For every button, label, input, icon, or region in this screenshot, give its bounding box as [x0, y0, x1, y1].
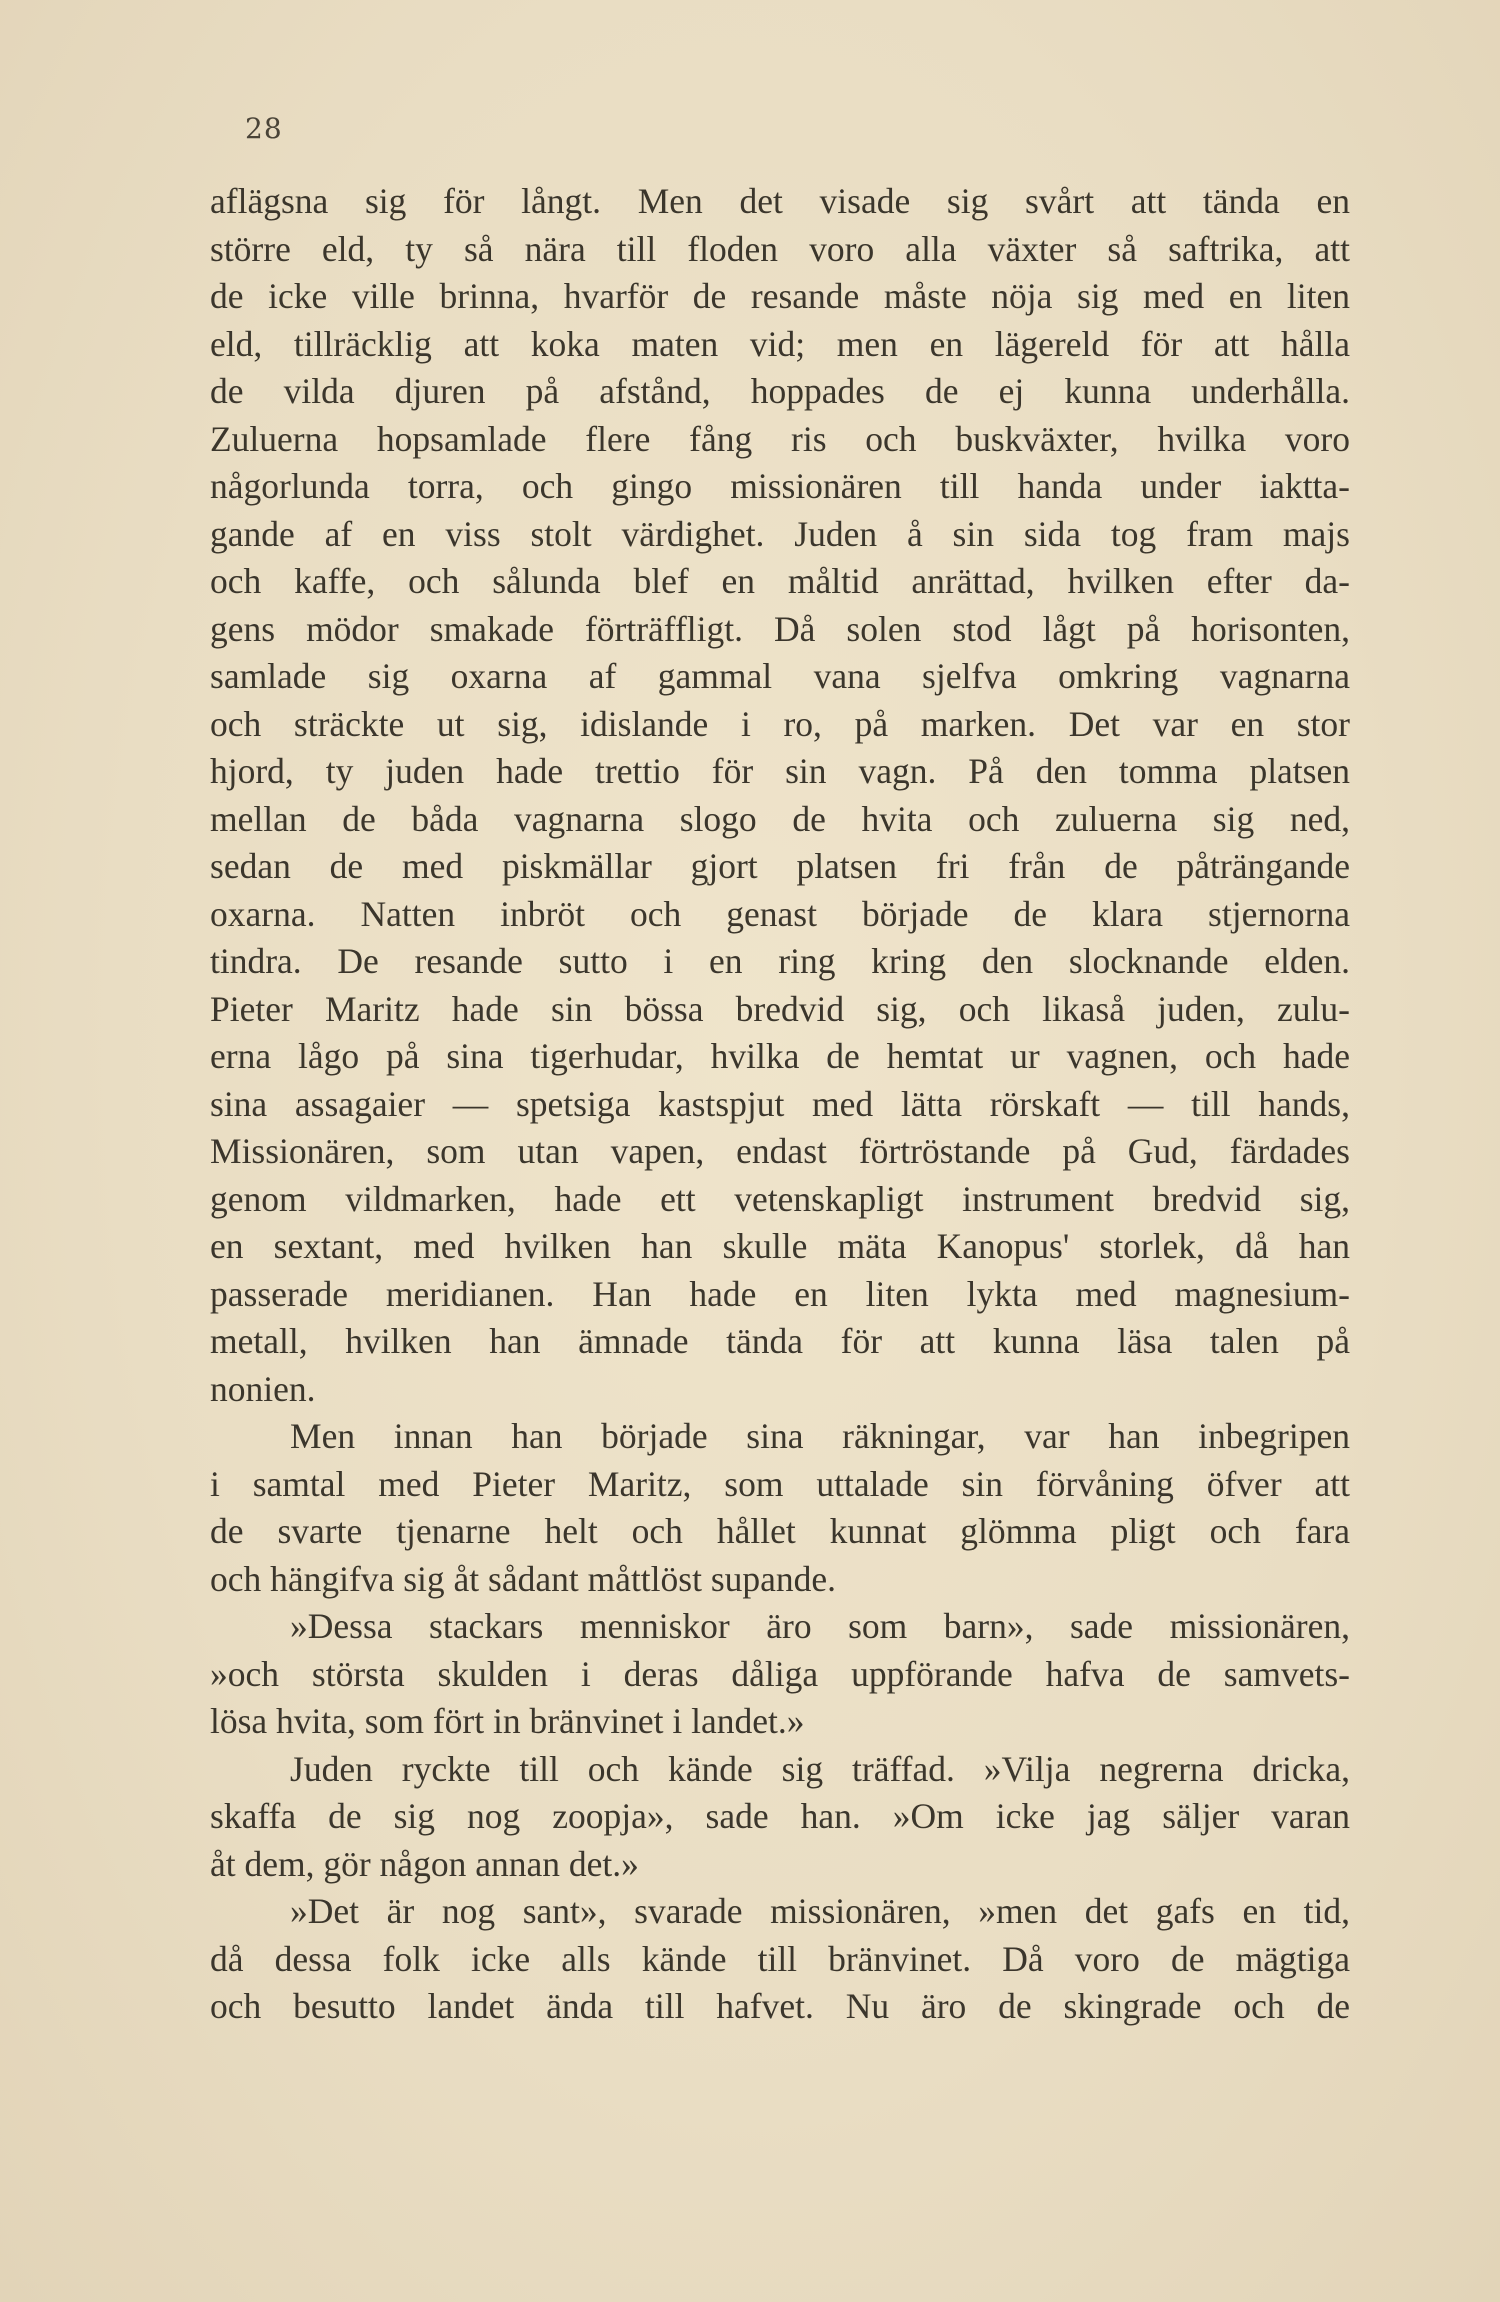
text-line: aflägsna sig för långt. Men det visade sig svårt att tända en — [210, 181, 1350, 221]
text-line: de icke ville brinna, hvarför de resande måste nöja sig med en liten — [210, 276, 1350, 316]
text-line: de vilda djuren på afstånd, hoppades de ej kunna underhålla. — [210, 371, 1350, 411]
text-line: »Dessa stackars menniskor äro som barn», sade missionären, — [290, 1606, 1350, 1646]
text-line: och sträckte ut sig, idislande i ro, på marken. Det var en stor — [210, 703, 1350, 744]
text-line: Men innan han började sina räkningar, var han inbegripen — [290, 1416, 1350, 1456]
text-line: sedan de med piskmällar gjort platsen fri från de påträngande — [210, 846, 1350, 886]
text-line: tindra. De resande sutto i en ring kring den slocknande elden. — [210, 941, 1350, 981]
text-line: Missionären, som utan vapen, endast förtröstande på Gud, färdades — [210, 1131, 1350, 1171]
text-line: oxarna. Natten inbröt och genast började de klara stjernorna — [210, 893, 1350, 934]
text-line: »Det är nog sant», svarade missionären, »men det gafs en tid, — [290, 1891, 1350, 1931]
text-line: metall, hvilken han ämnade tända för att kunna läsa talen på — [210, 1321, 1350, 1361]
text-line: i samtal med Pieter Maritz, som uttalade sin förvåning öfver att — [210, 1463, 1350, 1504]
page-number: 28 — [245, 112, 283, 145]
text-line: genom vildmarken, hade ett vetenskapligt instrument bredvid sig, — [210, 1178, 1350, 1219]
text-line: passerade meridianen. Han hade en liten lykta med magnesium- — [210, 1273, 1350, 1314]
text-line: Juden ryckte till och kände sig träffad. »Vilja negrerna dricka, — [290, 1748, 1350, 1789]
text-line: gens mödor smakade förträffligt. Då solen stod lågt på horisonten, — [210, 608, 1350, 649]
text-line: sina assagaier — spetsiga kastspjut med lätta rörskaft — till hands, — [210, 1083, 1350, 1124]
text-line: större eld, ty så nära till floden voro alla växter så saftrika, att — [210, 228, 1350, 269]
text-line: och kaffe, och sålunda blef en måltid anrättad, hvilken efter da- — [210, 561, 1350, 601]
text-line: då dessa folk icke alls kände till bränvinet. Då voro de mägtiga — [210, 1938, 1350, 1979]
text-line: skaffa de sig nog zoopja», sade han. »Om icke jag säljer varan — [210, 1796, 1350, 1836]
text-line: eld, tillräcklig att koka maten vid; men en lägereld för att hålla — [210, 323, 1350, 364]
text-line: en sextant, med hvilken han skulle mäta Kanopus' storlek, då han — [210, 1226, 1350, 1266]
text-line: erna lågo på sina tigerhudar, hvilka de hemtat ur vagnen, och hade — [210, 1036, 1350, 1076]
text-line: Pieter Maritz hade sin bössa bredvid sig, och likaså juden, zulu- — [210, 988, 1350, 1029]
text-line: lösa hvita, som fört in bränvinet i landet.» — [210, 1701, 805, 1741]
text-line: någorlunda torra, och gingo missionären till handa under iaktta- — [210, 466, 1350, 506]
text-line: samlade sig oxarna af gammal vana sjelfva omkring vagnarna — [210, 656, 1350, 696]
text-line: nonien. — [210, 1368, 316, 1409]
text-line: »och största skulden i deras dåliga uppförande hafva de samvets- — [210, 1653, 1350, 1694]
text-line: gande af en viss stolt värdighet. Juden å sin sida tog fram majs — [210, 513, 1350, 554]
text-line: Zuluerna hopsamlade flere fång ris och buskväxter, hvilka voro — [210, 418, 1350, 459]
text-line: och besutto landet ända till hafvet. Nu äro de skingrade och de — [210, 1986, 1350, 2026]
text-line: och hängifva sig åt sådant måttlöst supande. — [210, 1558, 837, 1599]
text-line: åt dem, gör någon annan det.» — [210, 1843, 639, 1884]
text-line: de svarte tjenarne helt och hållet kunnat glömma pligt och fara — [210, 1511, 1350, 1551]
body-text — [210, 178, 1350, 2031]
text-line: hjord, ty juden hade trettio för sin vagn. På den tomma platsen — [210, 751, 1350, 791]
text-line: mellan de båda vagnarna slogo de hvita och zuluerna sig ned, — [210, 798, 1350, 839]
